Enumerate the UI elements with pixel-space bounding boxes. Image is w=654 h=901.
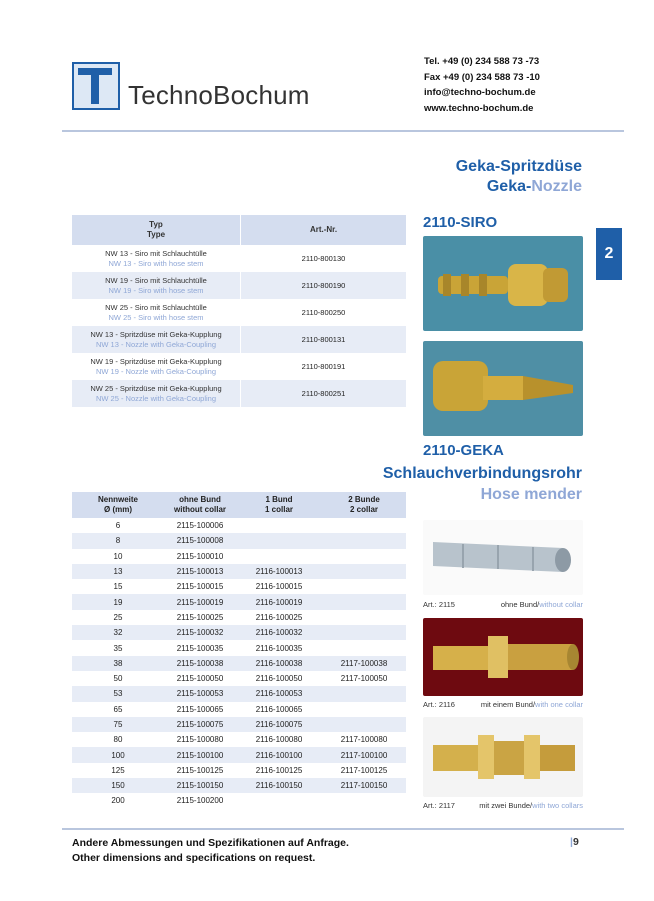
contact-phone: Tel. +49 (0) 234 588 73 -73 [424, 56, 540, 67]
cell-1-collar: 2116-100050 [255, 674, 303, 684]
cell-2-collar: 2117-100150 [340, 781, 388, 791]
cell-no-collar: 2115-100008 [176, 536, 224, 546]
page-number [570, 836, 579, 848]
cell-no-collar: 2115-100125 [176, 765, 224, 775]
table-row [72, 625, 406, 640]
cell-art: 2110-800190 [301, 281, 346, 290]
caption-de: ohne Bund/ [500, 600, 540, 609]
cell-type [72, 276, 240, 296]
section1-title-de: Geka-Spritzdüse [455, 158, 582, 175]
col-label: Nennweite [97, 495, 138, 504]
cell-art: 2110-800251 [301, 389, 346, 398]
cell-no-collar: 2115-100053 [176, 689, 224, 699]
col-2-collar-header [322, 495, 406, 515]
cell-type [72, 384, 240, 404]
col-type-en: Type [146, 230, 166, 239]
table-row [72, 747, 406, 762]
nozzle-table [72, 215, 406, 407]
table-row [72, 549, 406, 564]
cell-1-collar: 2116-100013 [255, 567, 303, 577]
caption-desc [479, 801, 583, 810]
table-row [72, 564, 406, 579]
table-row [72, 326, 406, 353]
cell-nominal: 38 [113, 658, 123, 668]
hose-mender-two-collars-photo [423, 717, 583, 797]
hose-mender-one-collar-photo [423, 618, 583, 696]
cell-type-en: NW 13 - Nozzle with Geka-Coupling [95, 339, 217, 349]
cell-1-collar: 2116-100125 [255, 765, 303, 775]
contact-block [424, 54, 540, 116]
table-row [72, 702, 406, 717]
cell-nominal: 75 [113, 720, 123, 729]
table-row [72, 353, 406, 380]
product-code-siro: 2110-SIRO [423, 214, 498, 231]
cell-nominal: 35 [113, 643, 123, 653]
col-label: 2 collar [349, 505, 378, 514]
table-row [72, 763, 406, 778]
cell-no-collar: 2115-100032 [176, 628, 224, 638]
cell-type-en: NW 13 - Siro with hose stem [108, 258, 204, 268]
cell-type [72, 357, 240, 377]
cell-art: 2110-800131 [301, 335, 346, 344]
contact-email[interactable]: info@techno-bochum.de [424, 87, 536, 98]
cell-no-collar: 2115-100065 [176, 704, 224, 714]
cell-1-collar: 2116-100035 [255, 643, 303, 653]
cell-type-en: NW 25 - Siro with hose stem [108, 312, 204, 322]
table-row [72, 778, 406, 793]
section2-title-en: Hose mender [480, 486, 582, 503]
caption-art: Art.: 2115 [423, 600, 455, 609]
caption-2116 [423, 700, 583, 709]
geka-nozzle-photo [423, 341, 583, 436]
col-label: 2 Bunde [348, 495, 380, 504]
cell-no-collar: 2115-100038 [176, 658, 224, 668]
table-row [72, 656, 406, 671]
table-row [72, 380, 406, 407]
footer-note-en: Other dimensions and specifications on request. [72, 852, 316, 864]
cell-no-collar: 2115-100150 [176, 781, 224, 791]
col-art-header [241, 225, 406, 235]
col-label: 1 Bund [265, 495, 293, 504]
logo-t-stem [91, 68, 99, 104]
cell-type [72, 249, 240, 269]
cell-2-collar: 2117-100080 [340, 735, 388, 745]
footer-note [72, 836, 349, 866]
cell-type-en: NW 19 - Siro with hose stem [108, 285, 204, 295]
siro-nozzle-photo [423, 236, 583, 331]
caption-desc [501, 600, 583, 609]
cell-nominal: 10 [113, 551, 123, 561]
table-header [72, 492, 406, 518]
cell-no-collar: 2115-100019 [176, 597, 224, 607]
table-row [72, 686, 406, 701]
col-art-label: Art.-Nr. [309, 225, 338, 234]
cell-nominal: 19 [113, 597, 123, 607]
col-label: without collar [174, 505, 226, 514]
cell-1-collar: 2116-100038 [255, 658, 303, 668]
cell-nominal: 200 [111, 796, 125, 806]
footer-note-de: Andere Abmessungen und Spezifikationen auf Anfrage. [72, 837, 349, 849]
caption-art: Art.: 2116 [423, 700, 455, 709]
caption-2117 [423, 801, 583, 810]
table-row [72, 732, 406, 747]
col-1-collar-header [236, 495, 322, 515]
caption-en: without collar [539, 600, 583, 609]
caption-de: mit zwei Bunde/ [479, 801, 533, 810]
caption-en: with two collars [532, 801, 583, 810]
table-row [72, 272, 406, 299]
table-row [72, 640, 406, 655]
col-type-header [72, 220, 240, 240]
cell-art: 2110-800191 [301, 362, 346, 371]
cell-1-collar: 2116-100053 [255, 689, 303, 699]
table-row [72, 717, 406, 732]
cell-nominal: 53 [113, 689, 123, 699]
section1-title-en-a: Geka- [486, 178, 532, 195]
cell-1-collar: 2116-100100 [255, 750, 303, 760]
cell-art: 2110-800130 [301, 254, 346, 263]
cell-nominal: 100 [111, 750, 125, 760]
cell-no-collar: 2115-100015 [176, 582, 224, 592]
caption-en: with one collar [535, 700, 583, 709]
section1-title-en-b: Nozzle [531, 178, 582, 195]
caption-art: Art.: 2117 [423, 801, 455, 810]
col-type-de: Typ [149, 220, 163, 229]
section2-title-de: Schlauchverbindungsrohr [382, 465, 582, 482]
cell-1-collar: 2116-100025 [255, 612, 303, 622]
table-row [72, 579, 406, 594]
cell-type-de: NW 19 - Spritzdüse mit Geka-Kupplung [90, 356, 222, 366]
cell-nominal: 125 [111, 765, 125, 775]
cell-no-collar: 2115-100200 [176, 796, 224, 806]
cell-no-collar: 2115-100013 [176, 567, 224, 577]
table-row [72, 533, 406, 548]
cell-1-collar: 2116-100015 [255, 582, 303, 592]
contact-fax: Fax +49 (0) 234 588 73 -10 [424, 71, 540, 83]
cell-no-collar: 2115-100025 [176, 612, 224, 622]
cell-no-collar: 2115-100075 [176, 720, 224, 729]
table-header [72, 215, 406, 245]
cell-1-collar: 2116-100019 [255, 597, 303, 607]
cell-nominal: 6 [115, 521, 121, 531]
table-row [72, 594, 406, 609]
col-label: 1 collar [264, 505, 293, 514]
table-row [72, 671, 406, 686]
cell-1-collar: 2116-100065 [255, 704, 303, 714]
table-row [72, 610, 406, 625]
cell-1-collar: 2116-100075 [255, 720, 303, 729]
table-row [72, 245, 406, 272]
cell-type-de: NW 13 - Siro mit Schlauchtülle [105, 248, 207, 258]
cell-nominal: 8 [115, 536, 121, 546]
cell-no-collar: 2115-100050 [176, 674, 224, 684]
table-row [72, 299, 406, 326]
cell-nominal: 80 [113, 735, 123, 745]
cell-nominal: 32 [113, 628, 123, 638]
cell-2-collar: 2117-100050 [340, 674, 388, 684]
cell-type-en: NW 19 - Nozzle with Geka-Coupling [95, 366, 217, 376]
hose-mender-table [72, 492, 406, 809]
cell-no-collar: 2115-100100 [176, 750, 224, 760]
caption-desc [481, 700, 583, 709]
cell-art: 2110-800250 [301, 308, 346, 317]
cell-no-collar: 2115-100010 [176, 551, 224, 561]
cell-nominal: 13 [113, 567, 123, 577]
table-row [72, 793, 406, 808]
product-code-geka: 2110-GEKA [423, 442, 504, 459]
col-label: ohne Bund [179, 495, 221, 504]
caption-de: mit einem Bund/ [480, 700, 536, 709]
cell-1-collar: 2116-100032 [255, 628, 303, 638]
section1-title-en [487, 178, 582, 196]
cell-2-collar: 2117-100100 [340, 750, 388, 760]
hose-mender-no-collar-photo [423, 520, 583, 595]
col-label: Ø (mm) [104, 505, 132, 514]
contact-website[interactable]: www.techno-bochum.de [424, 102, 534, 114]
cell-nominal: 25 [113, 612, 123, 622]
cell-type-de: NW 25 - Spritzdüse mit Geka-Kupplung [90, 383, 222, 393]
cell-type-de: NW 13 - Spritzdüse mit Geka-Kupplung [90, 329, 222, 339]
cell-nominal: 50 [113, 674, 123, 684]
chapter-tab: 2 [596, 228, 622, 280]
cell-nominal: 65 [113, 704, 123, 714]
cell-2-collar: 2117-100125 [340, 765, 388, 775]
cell-1-collar: 2116-100150 [255, 781, 303, 791]
cell-no-collar: 2115-100035 [176, 643, 224, 653]
col-no-collar-header [164, 495, 236, 515]
cell-1-collar: 2116-100080 [255, 735, 303, 745]
col-nominal-header [72, 495, 164, 515]
table-row [72, 518, 406, 533]
footer-divider [62, 828, 624, 830]
cell-nominal: 150 [111, 781, 125, 791]
page-bar: | [570, 836, 573, 848]
cell-no-collar: 2115-100006 [176, 521, 224, 531]
page-number-value: 9 [572, 836, 579, 848]
cell-2-collar: 2117-100038 [340, 658, 388, 668]
cell-type [72, 330, 240, 350]
cell-type-de: NW 25 - Siro mit Schlauchtülle [105, 302, 207, 312]
caption-2115 [423, 600, 583, 609]
cell-type-en: NW 25 - Nozzle with Geka-Coupling [95, 393, 217, 403]
cell-type-de: NW 19 - Siro mit Schlauchtülle [105, 275, 207, 285]
cell-nominal: 15 [113, 582, 123, 592]
header-divider [62, 130, 624, 132]
cell-no-collar: 2115-100080 [176, 735, 224, 745]
cell-type [72, 303, 240, 323]
brand-name: TechnoBochum [128, 80, 310, 110]
